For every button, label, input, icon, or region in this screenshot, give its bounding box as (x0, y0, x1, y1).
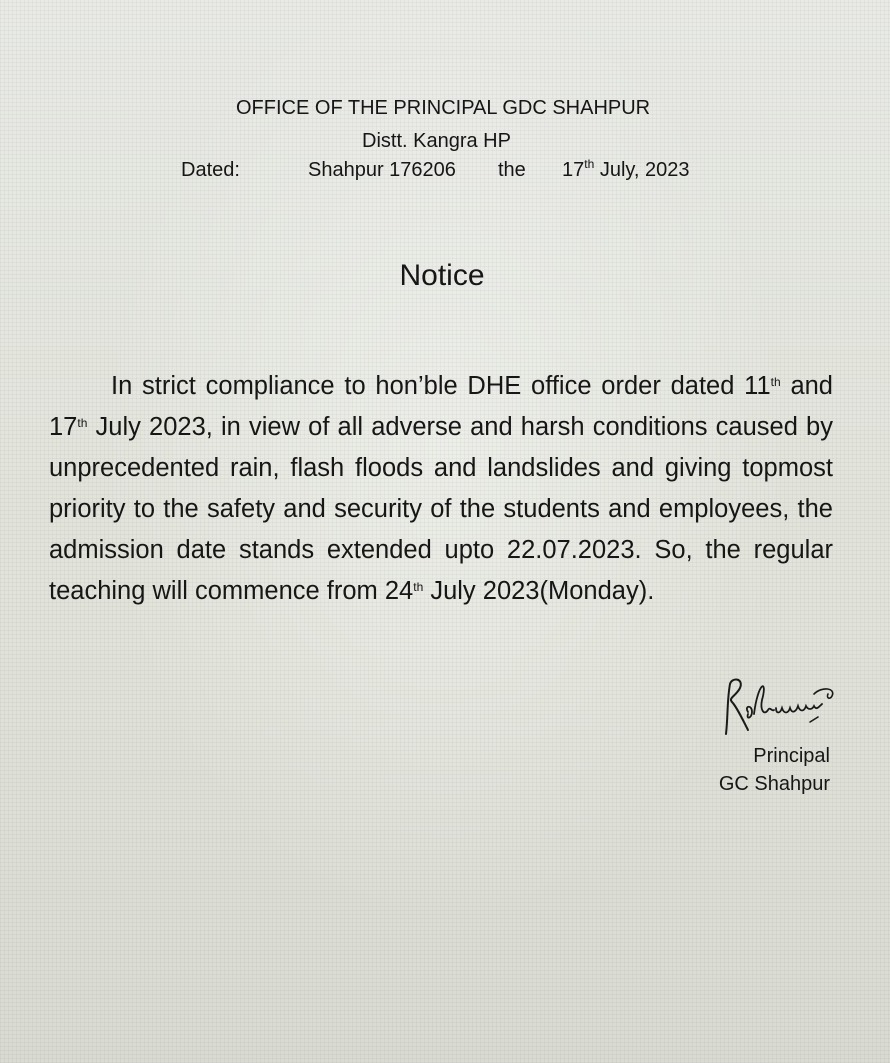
principal-signature (718, 672, 840, 742)
issue-date-rest: July, 2023 (594, 159, 690, 181)
body-part-2: and 17 (49, 372, 833, 441)
body-sup-2: th (77, 416, 88, 430)
signatory-institution: GC Shahpur (718, 773, 830, 795)
signatory-title: Principal (753, 745, 830, 767)
notice-title: Notice (399, 259, 485, 292)
issue-date (562, 158, 690, 182)
body-sup-1: th (770, 375, 781, 389)
office-heading: OFFICE OF THE PRINCIPAL GDC SHAHPUR (236, 97, 651, 119)
district-line: Distt. Kangra HP (362, 130, 511, 152)
body-part-1: In strict compliance to hon’ble DHE office order dated 11 (111, 372, 771, 400)
dated-label: Dated: (181, 159, 240, 181)
body-sup-3: th (413, 580, 424, 594)
issue-date-day: 17 (562, 159, 585, 181)
place-pin: Shahpur 176206 (308, 159, 456, 181)
the-word: the (498, 159, 526, 181)
issue-date-suffix: th (584, 157, 595, 171)
body-part-4: July 2023(Monday). (423, 577, 655, 605)
body-part-3: July 2023, in view of all adverse and harsh conditions caused by unprecedented rain, flash floods and landslides and giving topmost priority to the safety and security of the students and employees, the admission date stands extended upto 22.07.2023. So, the regular teaching will commence from 24 (49, 413, 833, 605)
notice-body (49, 366, 833, 612)
